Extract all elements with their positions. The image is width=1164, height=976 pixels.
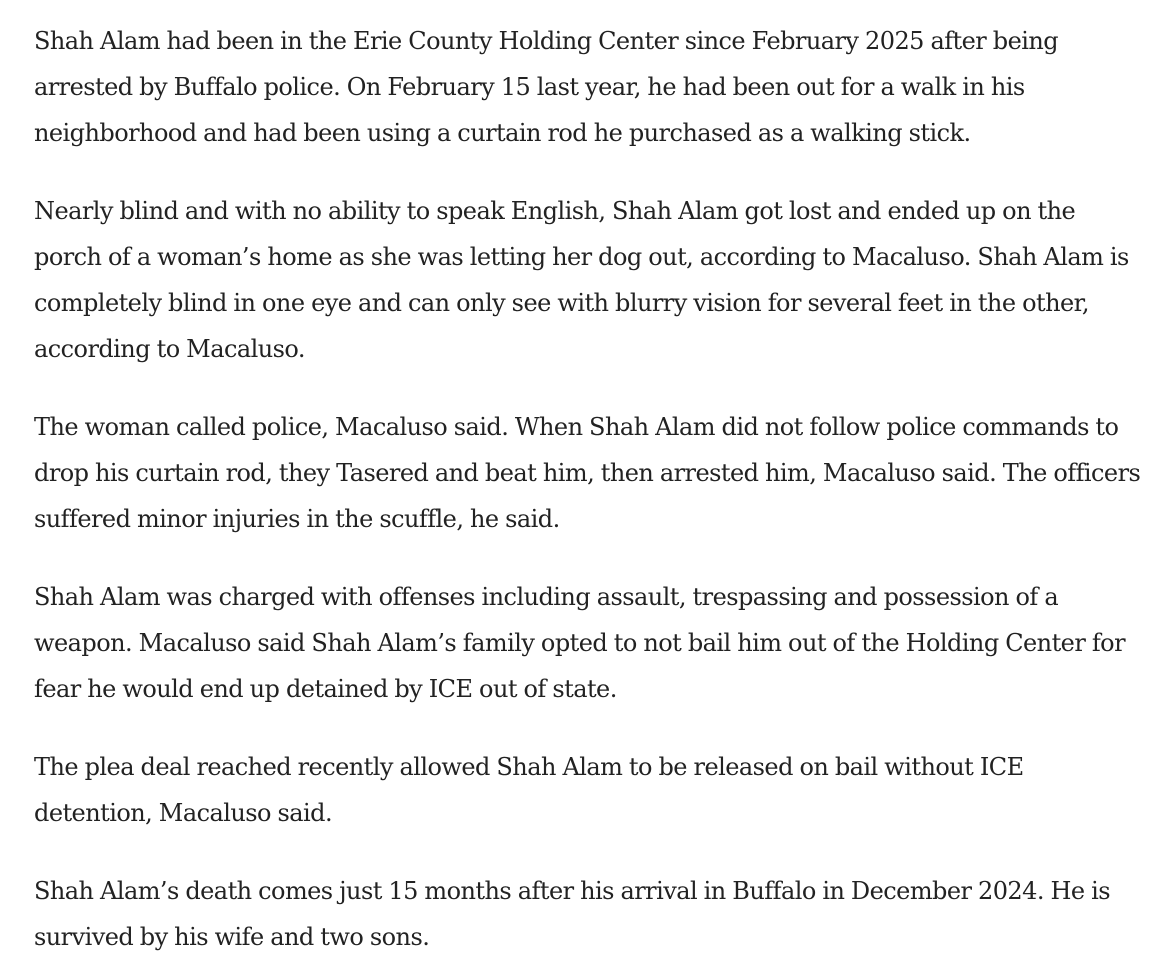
article-body	[34, 18, 1144, 960]
article-paragraph: Shah Alam’s death comes just 15 months after his arrival in Buffalo in December 2024. He is survived by his wife and two sons.	[34, 877, 1111, 951]
article-paragraph: Shah Alam had been in the Erie County Holding Center since February 2025 after being arrested by Buffalo police. On February 15 last year, he had been out for a walk in his neighborhood and had been using a curtain rod he purchased as a walking stick.	[34, 27, 1059, 147]
article-paragraph: Shah Alam was charged with offenses including assault, trespassing and possession of a weapon. Macaluso said Shah Alam’s family opted to not bail him out of the Holding Center for fear he would end up detained by ICE out of state.	[34, 583, 1125, 703]
article-paragraph: The plea deal reached recently allowed Shah Alam to be released on bail without ICE detention, Macaluso said.	[34, 753, 1024, 827]
article-paragraph: The woman called police, Macaluso said. When Shah Alam did not follow police commands to drop his curtain rod, they Tasered and beat him, then arrested him, Macaluso said. The officers suffered minor injuries in the scuffle, he said.	[34, 413, 1141, 533]
article-paragraph: Nearly blind and with no ability to speak English, Shah Alam got lost and ended up on the porch of a woman’s home as she was letting her dog out, according to Macaluso. Shah Alam is completely blind in one eye and can only see with blurry vision for several feet in the other, according to Macaluso.	[34, 197, 1129, 363]
